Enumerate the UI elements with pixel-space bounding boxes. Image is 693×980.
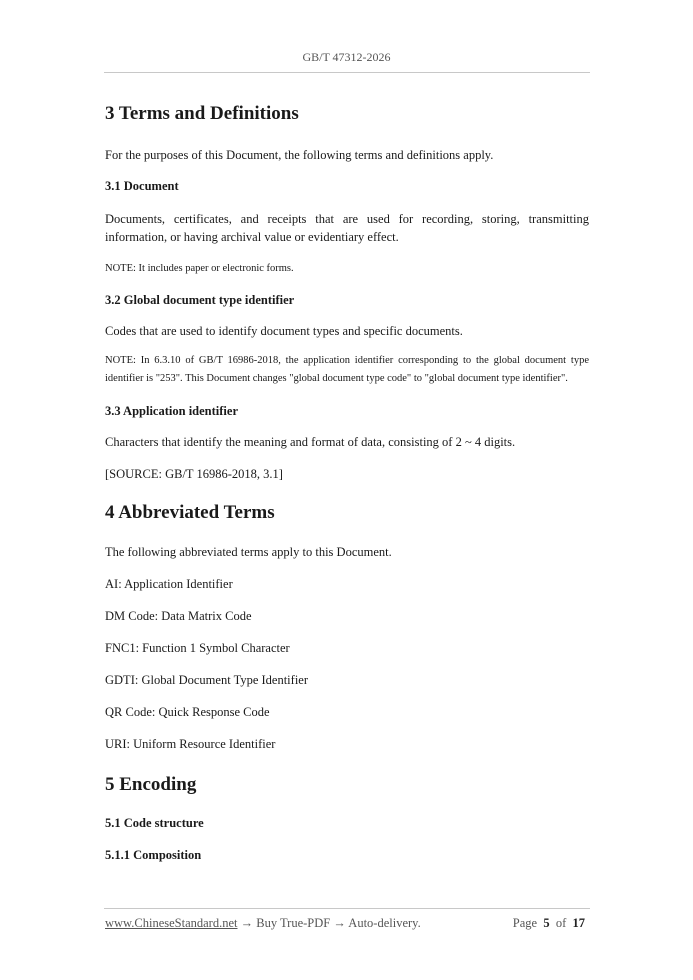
page-indicator: [513, 916, 585, 931]
section-5-title: 5 Encoding: [105, 774, 197, 795]
abbreviation-item: GDTI: Global Document Type Identifier: [105, 673, 309, 687]
term-3-1-definition: Documents, certificates, and receipts that are used for recording, storing, transmitting information, or having archival value or evidentiary effect.: [105, 212, 589, 244]
website-link[interactable]: www.ChineseStandard.net: [105, 916, 238, 930]
term-3-2-heading: 3.2 Global document type identifier: [105, 293, 295, 307]
abbreviation-item: FNC1: Function 1 Symbol Character: [105, 641, 290, 655]
footer-promo-text: → Buy True-PDF → Auto-delivery.: [237, 916, 421, 930]
term-3-2-definition: Codes that are used to identify document types and specific documents.: [105, 324, 463, 338]
footer-promo: [105, 916, 421, 931]
term-3-1-note: NOTE: It includes paper or electronic forms.: [105, 263, 294, 274]
abbreviation-item: URI: Uniform Resource Identifier: [105, 737, 276, 751]
section-4-intro: The following abbreviated terms apply to this Document.: [105, 545, 392, 559]
page-of-label: of: [555, 916, 567, 930]
abbreviation-item: QR Code: Quick Response Code: [105, 705, 270, 719]
term-3-1-heading: 3.1 Document: [105, 179, 179, 193]
page-current: 5: [543, 916, 550, 930]
page-header: GB/T 47312-2026: [302, 50, 391, 64]
term-3-3-definition: Characters that identify the meaning and format of data, consisting of 2 ~ 4 digits.: [105, 435, 516, 449]
subsection-5-1-heading: 5.1 Code structure: [105, 816, 204, 830]
footer-rule: [104, 908, 590, 909]
page-label: Page: [512, 916, 538, 930]
section-3-intro: For the purposes of this Document, the following terms and definitions apply.: [105, 148, 494, 162]
page-total: 17: [572, 916, 585, 930]
header-rule: [104, 72, 590, 73]
subsection-5-1-1-heading: 5.1.1 Composition: [105, 848, 202, 862]
term-3-3-heading: 3.3 Application identifier: [105, 404, 238, 418]
term-3-2-note: NOTE: In 6.3.10 of GB/T 16986-2018, the application identifier corresponding to the global document type identifier is "253". This Document changes "global document type code" to "global document type identifier".: [105, 355, 589, 384]
section-4-title: 4 Abbreviated Terms: [105, 502, 275, 523]
abbreviation-item: AI: Application Identifier: [105, 577, 233, 591]
term-3-3-source: [SOURCE: GB/T 16986-2018, 3.1]: [105, 467, 283, 481]
page-content: [105, 102, 589, 863]
section-3-title: 3 Terms and Definitions: [105, 103, 299, 124]
abbreviation-item: DM Code: Data Matrix Code: [105, 609, 252, 623]
